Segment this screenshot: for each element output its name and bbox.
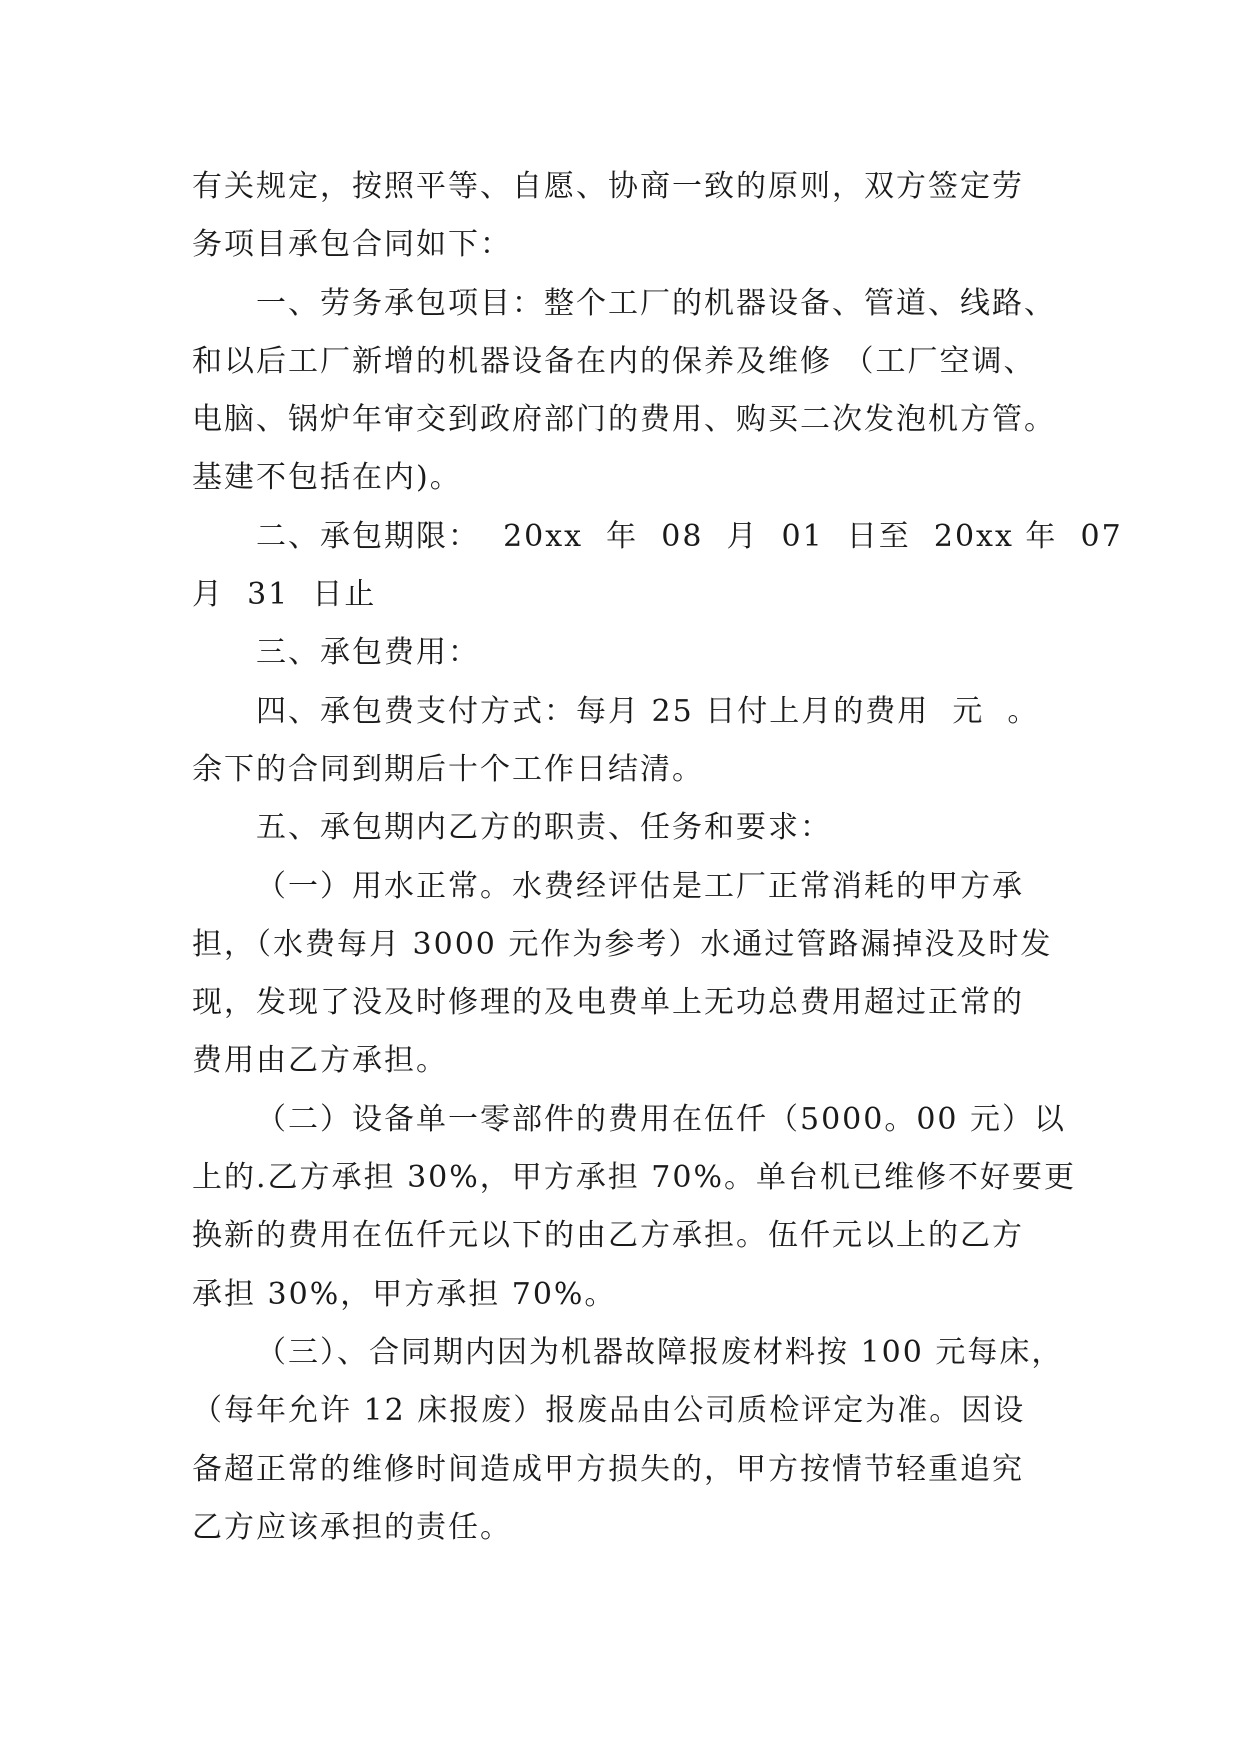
paragraph-clause-1-line-2: 和以后工厂新增的机器设备在内的保养及维修 （工厂空调、 xyxy=(192,343,1036,379)
paragraph-clause-2-line-1: 二、承包期限： 20xx 年 08 月 01 日至 20xx 年 07 xyxy=(256,518,1123,554)
paragraph-intro-line-2: 务项目承包合同如下： xyxy=(192,227,512,263)
paragraph-clause-5-2-line-2: 上的.乙方承担 30%，甲方承担 70%。单台机已维修不好要更 xyxy=(192,1160,1076,1196)
paragraph-clause-1-line-1: 一、劳务承包项目：整个工厂的机器设备、管道、线路、 xyxy=(256,285,1056,321)
paragraph-clause-5-3-line-1: （三）、合同期内因为机器故障报废材料按 100 元每床， xyxy=(256,1334,1064,1370)
paragraph-clause-5-1-line-3: 现，发现了没及时修理的及电费单上无功总费用超过正常的 xyxy=(192,985,1024,1021)
paragraph-clause-5-2-line-1: （二）设备单一零部件的费用在伍仟（5000。00 元）以 xyxy=(256,1101,1067,1137)
paragraph-clause-5-3-line-2: （每年允许 12 床报废）报废品由公司质检评定为准。因设 xyxy=(192,1393,1026,1429)
paragraph-clause-1-line-4: 基建不包括在内)。 xyxy=(192,460,462,496)
paragraph-clause-2-line-2: 月 31 日止 xyxy=(192,577,377,613)
paragraph-clause-5-1-line-2: 担，（水费每月 3000 元作为参考）水通过管路漏掉没及时发 xyxy=(192,926,1053,962)
paragraph-clause-4-line-1: 四、承包费支付方式：每月 25 日付上月的费用 元 。 xyxy=(256,693,1040,729)
paragraph-clause-1-line-3: 电脑、锅炉年审交到政府部门的费用、购买二次发泡机方管。 xyxy=(192,402,1056,438)
document-body xyxy=(192,158,1123,1557)
paragraph-clause-3-line-1: 三、承包费用： xyxy=(256,635,480,671)
paragraph-clause-5-2-line-4: 承担 30%，甲方承担 70%。 xyxy=(192,1276,617,1312)
paragraph-clause-5-3-line-4: 乙方应该承担的责任。 xyxy=(192,1509,512,1545)
paragraph-clause-5-3-line-3: 备超正常的维修时间造成甲方损失的，甲方按情节轻重追究 xyxy=(192,1451,1024,1487)
paragraph-clause-5-1-line-4: 费用由乙方承担。 xyxy=(192,1043,448,1079)
paragraph-clause-4-line-2: 余下的合同到期后十个工作日结清。 xyxy=(192,751,704,787)
paragraph-clause-5-2-line-3: 换新的费用在伍仟元以下的由乙方承担。伍仟元以上的乙方 xyxy=(192,1218,1024,1254)
paragraph-clause-5-1-line-1: （一）用水正常。水费经评估是工厂正常消耗的甲方承 xyxy=(256,868,1024,904)
paragraph-clause-5-line-1: 五、承包期内乙方的职责、任务和要求： xyxy=(256,810,832,846)
paragraph-intro-line-1: 有关规定，按照平等、自愿、协商一致的原则，双方签定劳 xyxy=(192,169,1024,204)
